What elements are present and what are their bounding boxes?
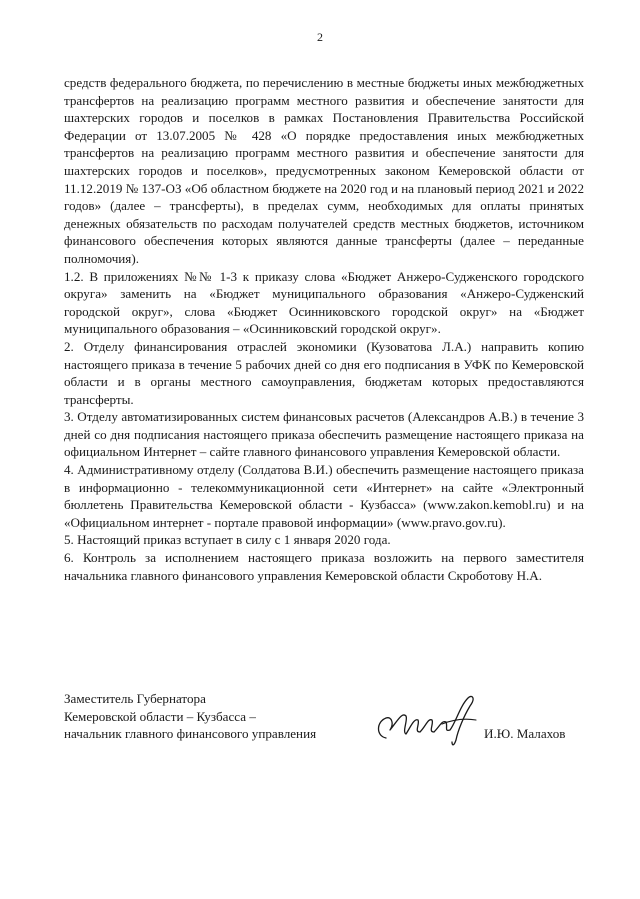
paragraph-transfers-definition: средств федерального бюджета, по перечислению в местные бюджеты иных межбюджетных трансфертов на реализацию программ местного развития и обеспечение занятости для шахтерских городов и поселков в рамках Постановления Правительства Российской Федерации от 13.07.2005 № 428 «О порядке предоставления иных межбюджетных трансфертов на реализацию программ местного развития и обеспечение занятости для шахтерских городов и поселков», предусмотренных законом Кемеровской области от 11.12.2019 № 137-ОЗ «Об областном бюджете на 2020 год и на плановый период 2021 и 2022 годов» (далее – трансферты), в пределах сумм, необходимых для оплаты принятых денежных обязательств по расходам получателей средств местных бюджетов, источником финансового обеспечения которых являются данные трансферты (далее – переданные полномочия). xyxy=(64,75,584,266)
document-body xyxy=(64,74,584,584)
signature-block xyxy=(64,690,584,750)
paragraph-3: 3. Отделу автоматизированных систем финансовых расчетов (Александров А.В.) в течение 3 дней со дня подписания настоящего приказа обеспечить размещение настоящего приказа на официальном Интернет – сайте главного финансового управления Кемеровской области. xyxy=(64,409,584,460)
paragraph-4: 4. Административному отделу (Солдатова В.И.) обеспечить размещение настоящего приказа в информационно - телекоммуникационной сети «Интернет» на сайте «Электронный бюллетень Правительства Кемеровской области - Кузбасса» (www.zakon.kemobl.ru) и на «Официальном интернет - портале правовой информации» (www.pravo.gov.ru). xyxy=(64,462,584,530)
paragraph-6: 6. Контроль за исполнением настоящего приказа возложить на первого заместителя начальника главного финансового управления Кемеровской области Скроботову Н.А. xyxy=(64,550,584,583)
paragraph-5: 5. Настоящий приказ вступает в силу с 1 января 2020 года. xyxy=(64,532,391,548)
signer-title-line: Заместитель Губернатора xyxy=(64,691,206,706)
page-number: 2 xyxy=(317,30,323,44)
signer-title xyxy=(64,690,316,743)
signer-title-line: Кемеровской области – Кузбасса – xyxy=(64,708,256,724)
signer-title-line: начальник главного финансового управления xyxy=(64,726,317,742)
paragraph-2: 2. Отделу финансирования отраслей экономики (Кузоватова Л.А.) направить копию настоящего приказа в течение 5 рабочих дней со дня его подписания в УФК по Кемеровской области и в органы местного самоуправления, бюджетам которых предоставляются трансферты. xyxy=(64,338,584,407)
signer-name: И.Ю. Малахов xyxy=(484,726,566,741)
handwritten-signature xyxy=(372,690,487,748)
paragraph-1-2: 1.2. В приложениях №№ 1-3 к приказу слова «Бюджет Анжеро-Судженского городского округа» заменить на «Бюджет муниципального образования «Анжеро-Судженский городской округ», слова «Бюджет Осинниковского городской округ» на «Бюджет муниципального образования – «Осинниковский городской округ». xyxy=(64,268,584,337)
